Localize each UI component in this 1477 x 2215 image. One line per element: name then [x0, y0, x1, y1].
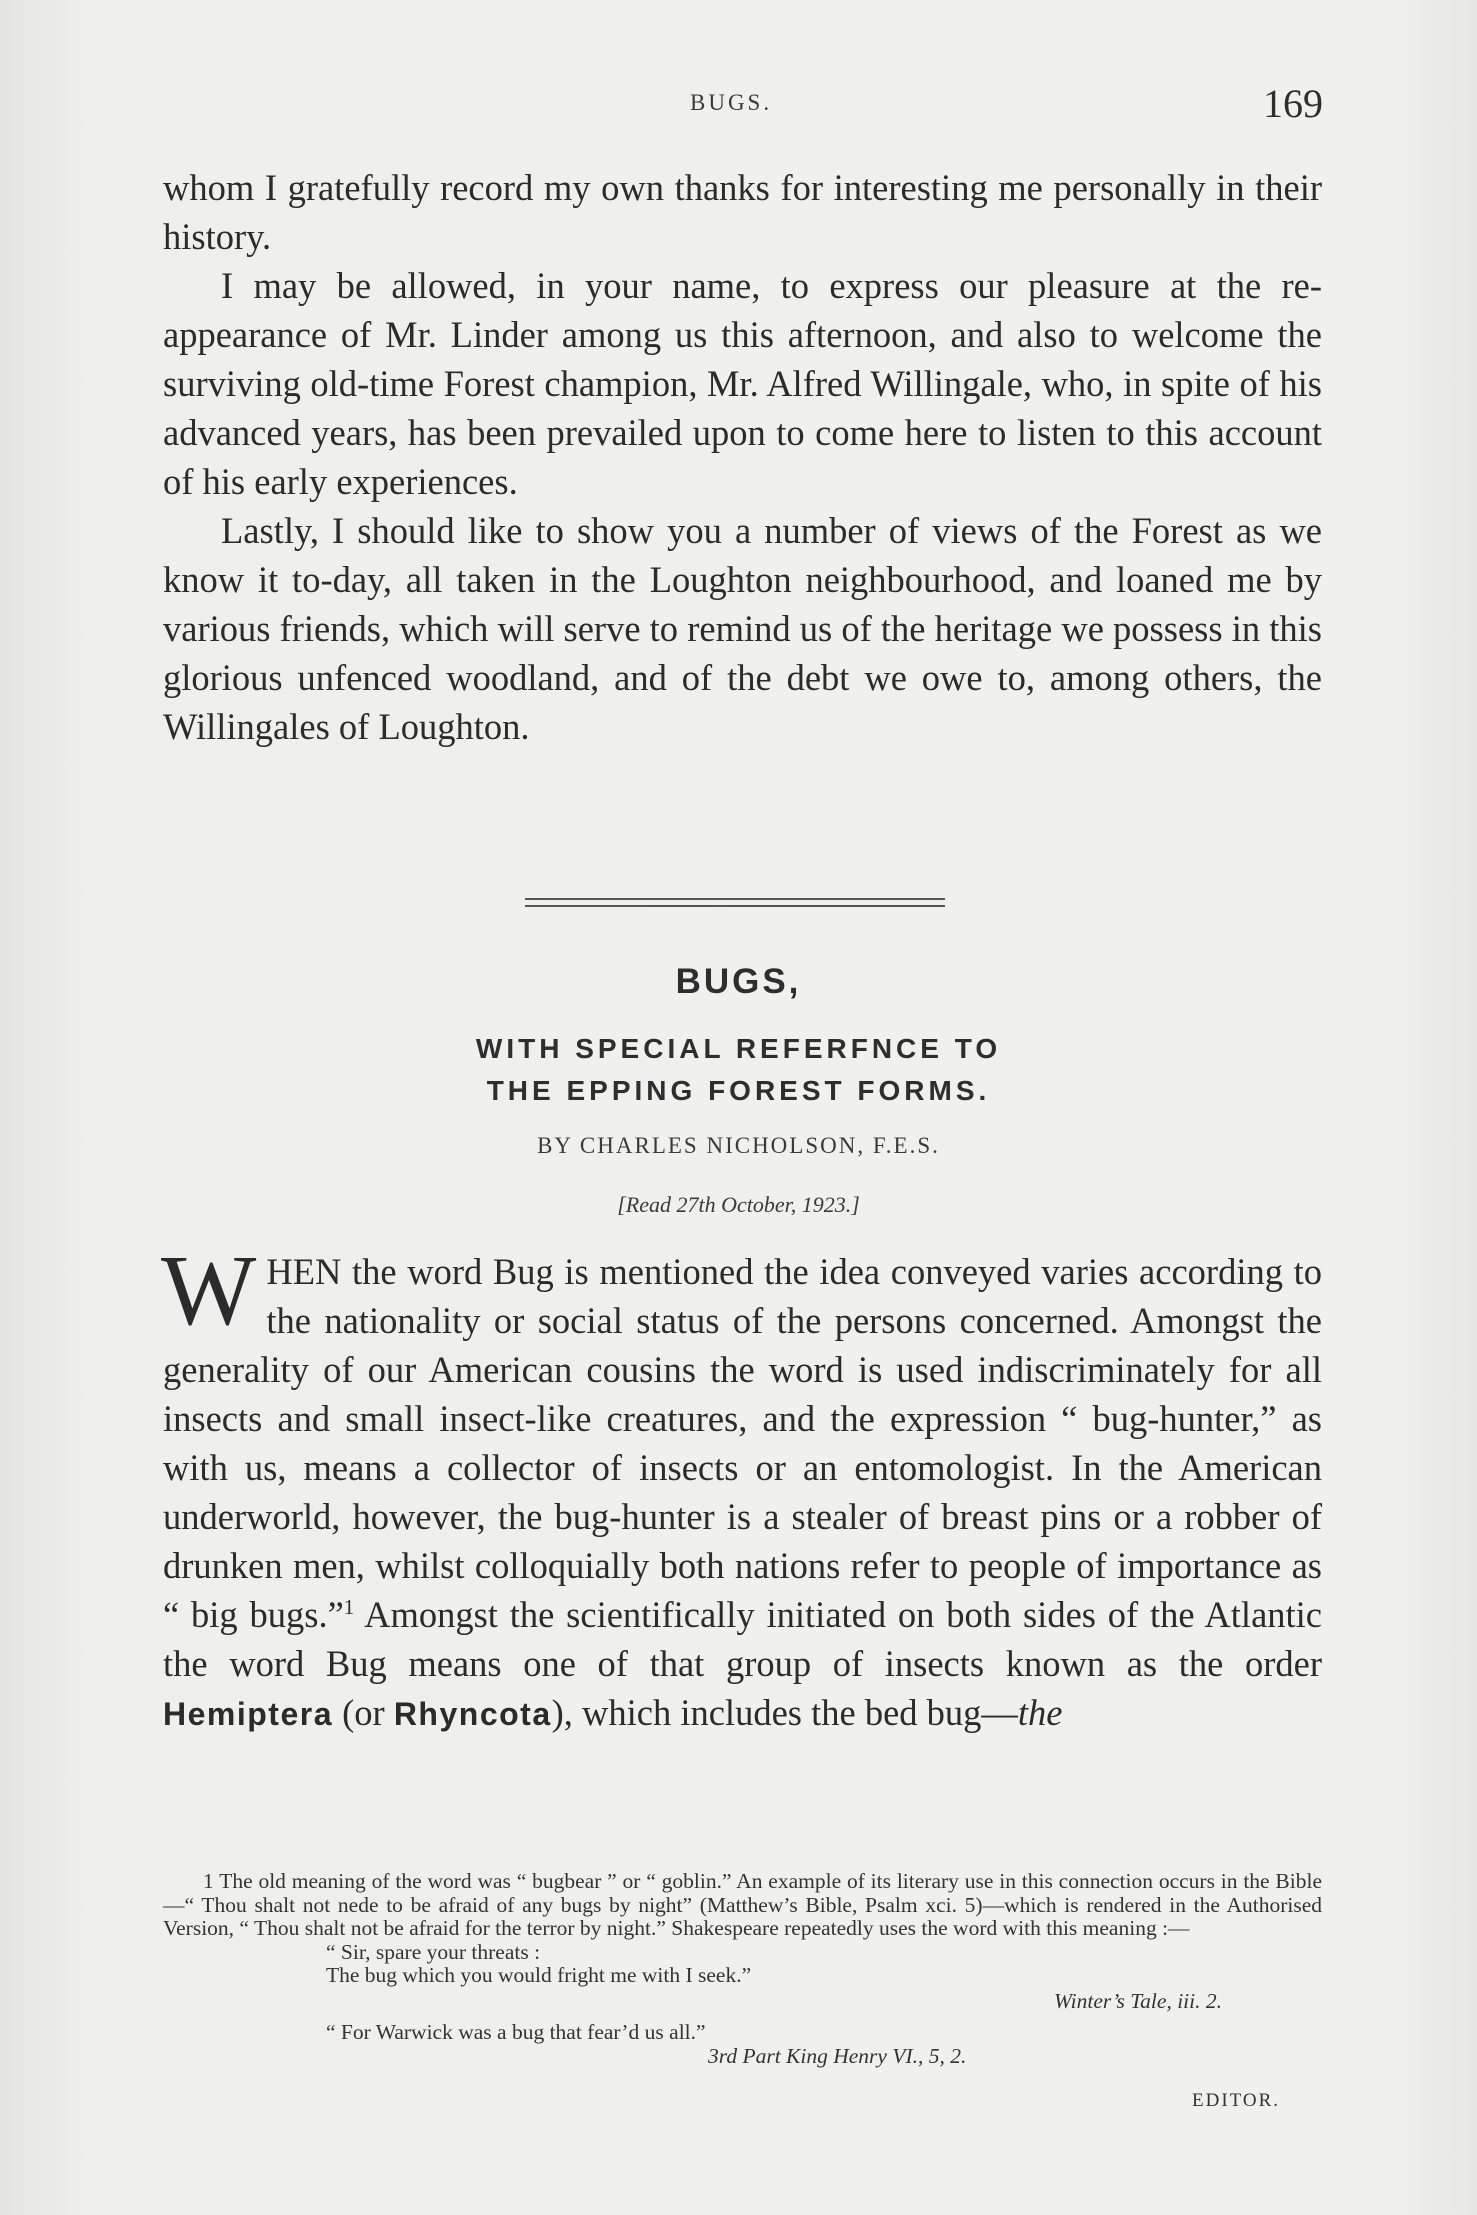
- body-text: (or: [333, 1692, 394, 1733]
- footnote-citation: Winter’s Tale, iii. 2.: [1053, 1988, 1222, 2013]
- body-text: ), which includes the bed bug—: [551, 1692, 1018, 1733]
- footnote: [163, 1870, 1322, 2068]
- section-divider: [525, 898, 945, 907]
- article-body: [161, 1234, 1323, 1739]
- article-subtitle: [0, 1028, 1477, 1112]
- scientific-term: Hemiptera: [163, 1696, 333, 1732]
- paragraph: whom I gratefully record my own thanks for interesting me personally in their history.: [163, 167, 1322, 257]
- footnote-quote: “ Sir, spare your threats :: [326, 1939, 541, 1964]
- footnote-text: 1 The old meaning of the word was “ bugbear ” or “ goblin.” An example of its literary use in this connection occurs in the Bible—“ Thou shalt not nede to be afraid of any bugs by night” (Matthew’s Bible, Psalm xci. 5)—which is rendered in the Authorised Version, “ Thou shalt not be afraid for the terror by night.” Shakespeare repeatedly uses the word with this meaning :—: [163, 1869, 1322, 1940]
- previous-article-text: [163, 163, 1322, 751]
- drop-cap: W: [161, 1234, 257, 1346]
- page-number: 169: [1263, 81, 1323, 126]
- paragraph: Lastly, I should like to show you a number of views of the Forest as we know it to-day, all taken in the Loughton neighbourhood, and loaned me by various friends, which will serve to remind us of the heritage we possess in this glorious unfenced woodland, and of the debt we owe to, among others, the Willingales of Loughton.: [163, 510, 1322, 747]
- subtitle-line: WITH SPECIAL REFERFNCE TO: [475, 1033, 1002, 1064]
- running-head: [0, 80, 1477, 140]
- footnote-reference: 1: [343, 1595, 355, 1619]
- author-byline: BY CHARLES NICHOLSON, F.E.S.: [537, 1133, 940, 1158]
- article-title: BUGS,: [675, 962, 802, 1001]
- running-title: BUGS.: [690, 90, 773, 115]
- body-text: Amongst the scientifically initiated on both sides of the Atlantic the word Bug means one of that group of insects known as the order: [163, 1594, 1323, 1684]
- editor-signature: EDITOR.: [1192, 2090, 1281, 2111]
- body-text-italic: the: [1017, 1692, 1063, 1733]
- footnote-citation: 3rd Part King Henry VI., 5, 2.: [708, 2043, 967, 2068]
- footnote-quote: The bug which you would fright me with I seek.”: [326, 1963, 752, 1987]
- subtitle-line: THE EPPING FOREST FORMS.: [486, 1075, 991, 1106]
- paragraph: I may be allowed, in your name, to express our pleasure at the re-appearance of Mr. Linder among us this afternoon, and also to welcome the surviving old-time Forest champion, Mr. Alfred Willingale, who, in spite of his advanced years, has been prevailed upon to come here to listen to this account of his early experiences.: [163, 265, 1322, 502]
- opening-paragraph: [161, 1234, 1323, 1739]
- footnote-quote: “ For Warwick was a bug that fear’d us all.”: [326, 2020, 706, 2044]
- scientific-term: Rhyncota: [393, 1696, 552, 1732]
- read-date: [Read 27th October, 1923.]: [617, 1192, 860, 1217]
- body-text: HEN the word Bug is mentioned the idea conveyed varies according to the nationality or social status of the persons concerned. Amongst the generality of our American cousins the word is used indiscriminately for all insects and small insect-like creatures, and the expression “ bug-hunter,” as with us, means a collector of insects or an entomologist. In the American underworld, however, the bug-hunter is a stealer of breast pins or a robber of drunken men, whilst colloquially both nations refer to people of importance as “ big bugs.”: [163, 1251, 1322, 1635]
